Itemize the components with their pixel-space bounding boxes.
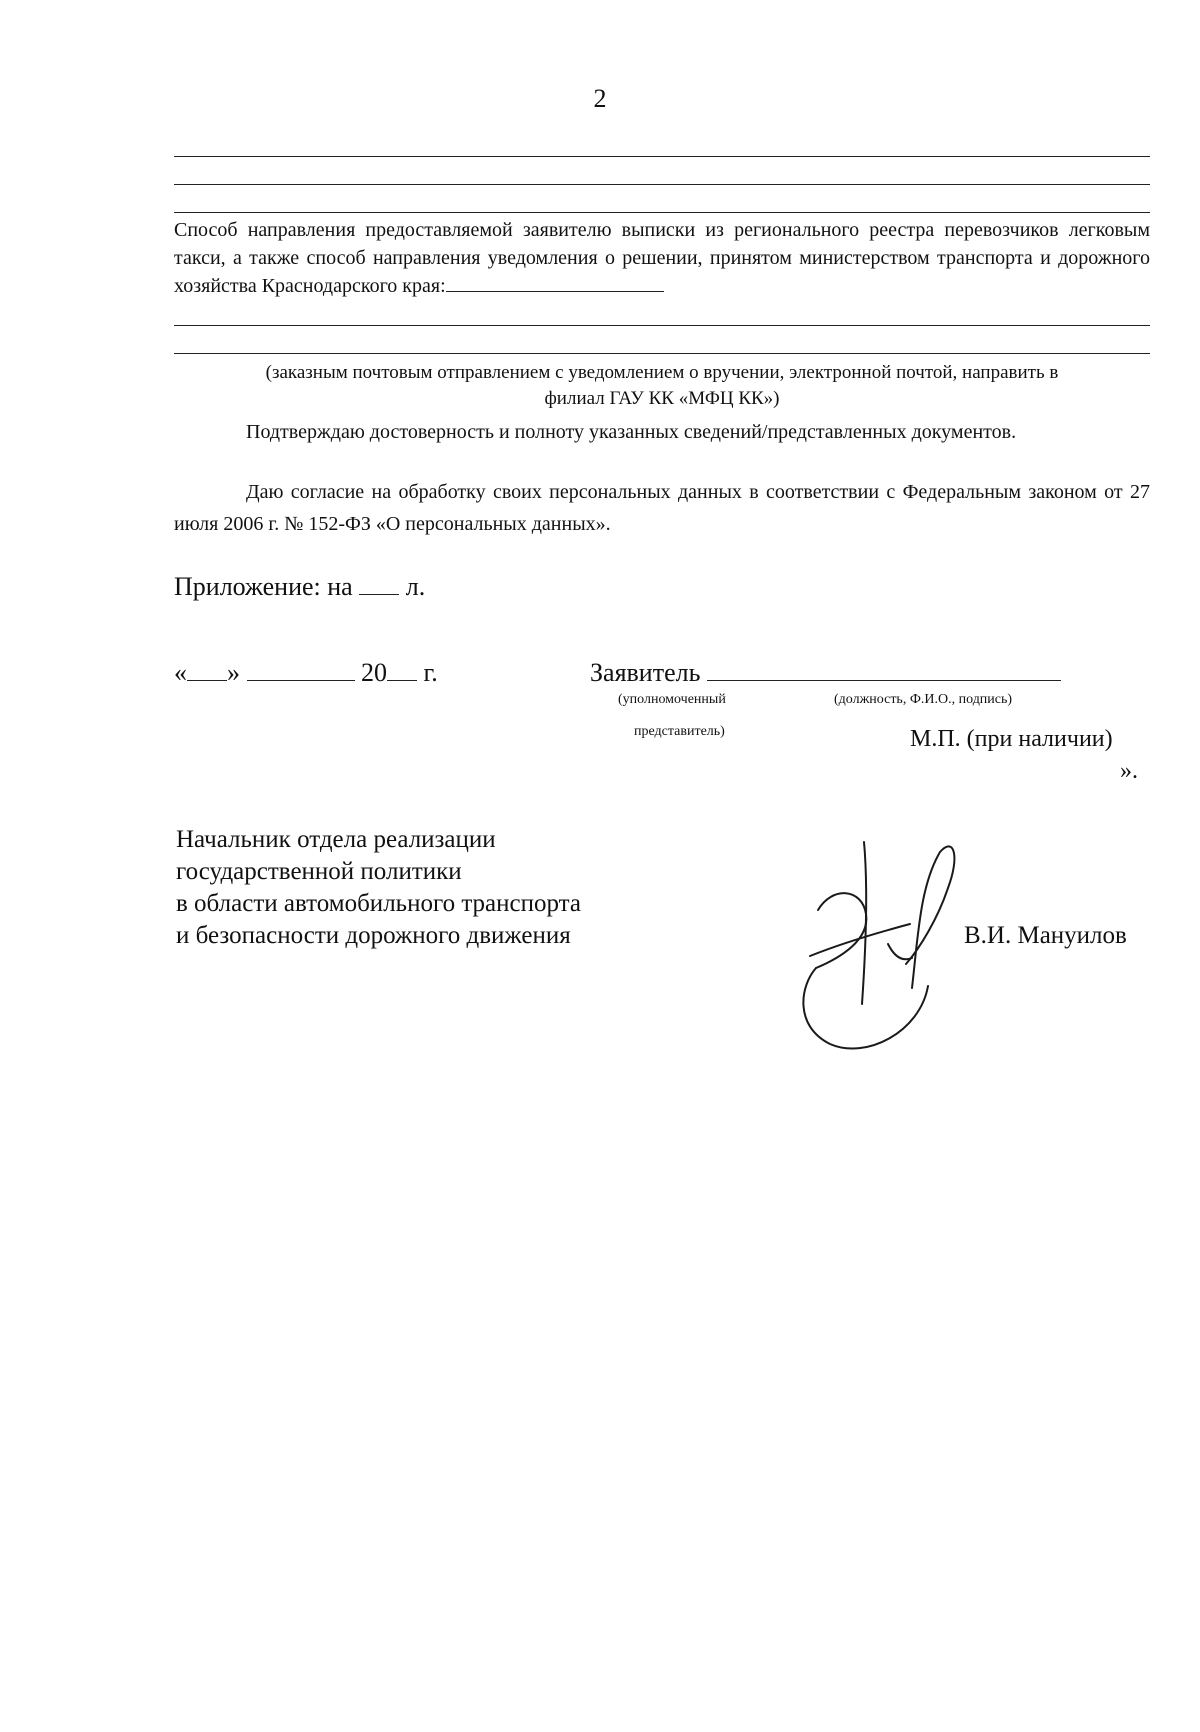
attachment-suffix: л. bbox=[405, 572, 426, 601]
delivery-method-blank bbox=[446, 273, 664, 292]
page-number: 2 bbox=[593, 84, 607, 113]
applicant-line bbox=[590, 658, 1061, 688]
date-year-suffix: г. bbox=[423, 658, 438, 687]
blank-line-1 bbox=[174, 156, 1150, 157]
date-year-blank bbox=[387, 658, 417, 681]
blank-line-3 bbox=[174, 212, 1150, 213]
date-year-prefix: 20 bbox=[361, 658, 387, 687]
signatory-title bbox=[176, 824, 581, 952]
blank-line-4 bbox=[174, 325, 1150, 326]
confirm-paragraph: Подтверждаю достоверность и полноту указанных сведений/представленных документов. bbox=[246, 421, 1017, 443]
delivery-hint-line-2: филиал ГАУ КК «МФЦ КК») bbox=[544, 388, 780, 409]
applicant-caption-left-2: представитель) bbox=[634, 724, 725, 739]
stamp-note: М.П. (при наличии) bbox=[910, 726, 1113, 752]
date-month-blank bbox=[247, 658, 355, 681]
signatory-name: В.И. Мануилов bbox=[964, 922, 1127, 949]
blank-line-2 bbox=[174, 184, 1150, 185]
applicant-caption-right: (должность, Ф.И.О., подпись) bbox=[834, 692, 1013, 707]
applicant-caption-left-1: (уполномоченный bbox=[618, 692, 726, 707]
signatory-title-line-3: в области автомобильного транспорта bbox=[176, 890, 582, 917]
date-line bbox=[174, 658, 438, 688]
delivery-method-text: Способ направления предоставляемой заявителю выписки из регионального реестра перевозчиков легковым такси, а также способ направления уведомления о решении, принятом министерством транспорта и дорожного хозяйства Краснодарского края: bbox=[174, 219, 1150, 297]
signatory-title-line-4: и безопасности дорожного движения bbox=[176, 922, 571, 949]
delivery-hint bbox=[174, 360, 1150, 412]
blank-line-5 bbox=[174, 353, 1150, 354]
date-open-quote: « bbox=[174, 658, 187, 687]
delivery-method-paragraph bbox=[174, 216, 1150, 300]
date-close-quote: » bbox=[227, 658, 240, 687]
applicant-signature-blank bbox=[707, 658, 1061, 681]
handwritten-signature bbox=[770, 836, 970, 1066]
signatory-title-line-1: Начальник отдела реализации bbox=[176, 826, 496, 853]
closing-quote: ». bbox=[1120, 758, 1138, 784]
date-day-blank bbox=[187, 658, 227, 681]
signatory-title-line-2: государственной политики bbox=[176, 858, 462, 885]
attachment-prefix: Приложение: на bbox=[174, 572, 353, 601]
applicant-label: Заявитель bbox=[590, 658, 701, 687]
delivery-hint-line-1: (заказным почтовым отправлением с уведомлением о вручении, электронной почтой, направить в bbox=[265, 362, 1059, 383]
attachment-pages-blank bbox=[359, 572, 399, 595]
consent-paragraph: Даю согласие на обработку своих персональных данных в соответствии с Федеральным законом от 27 июля 2006 г. № 152-ФЗ «О персональных данных». bbox=[174, 481, 1150, 535]
attachment-line bbox=[174, 572, 425, 602]
